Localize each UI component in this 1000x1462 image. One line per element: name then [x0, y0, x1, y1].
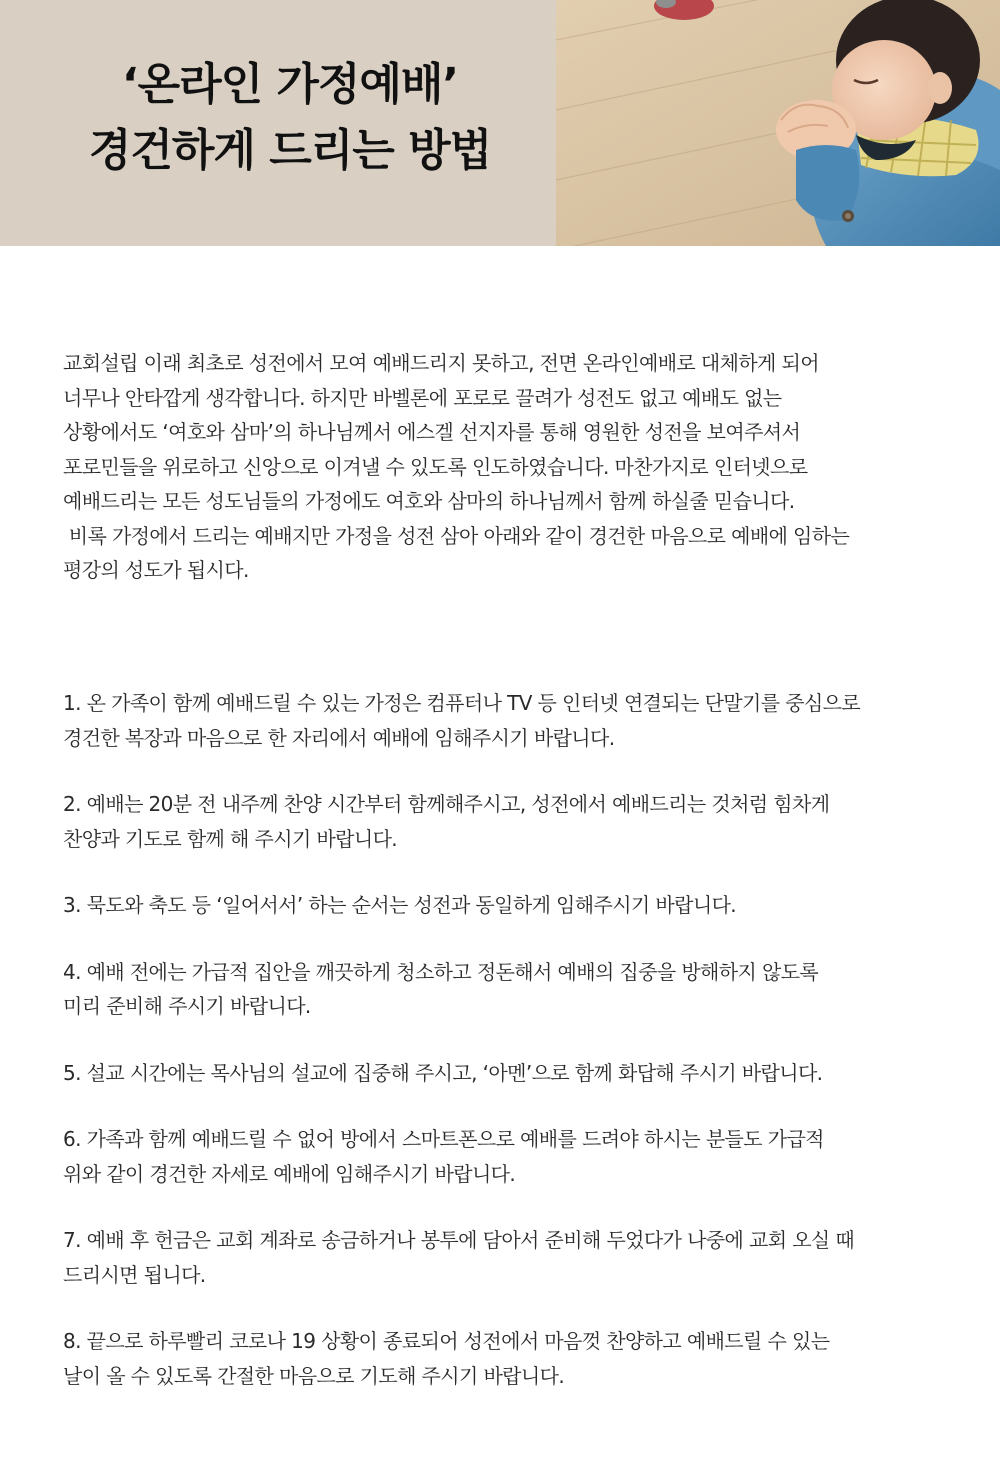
praying-child-photo [556, 0, 1000, 246]
guideline-line: 2. 예배는 20분 전 내주께 찬양 시간부터 함께해주시고, 성전에서 예배드리는 것처럼 힘차게 [63, 792, 830, 816]
guideline-line: 7. 예배 후 헌금은 교회 계좌로 송금하거나 봉투에 담아서 준비해 두었다가 나중에 교회 오실 때 [63, 1228, 855, 1252]
intro-line: 상황에서도 ‘여호와 삼마’의 하나님께서 에스겔 선지자를 통해 영원한 성전을 보여주셔서 [63, 420, 801, 444]
page-title-line-2: 경건하게 드리는 방법 [88, 125, 492, 176]
guideline-line: 8. 끝으로 하루빨리 코로나 19 상황이 종료되어 성전에서 마음껏 찬양하고 예배드릴 수 있는 [63, 1329, 830, 1353]
guideline-item-7 [63, 1223, 953, 1292]
intro-line: 포로민들을 위로하고 신앙으로 이겨낼 수 있도록 인도하였습니다. 마찬가지로 인터넷으로 [63, 454, 808, 479]
guideline-item-3 [63, 888, 953, 923]
intro-line: 비록 가정에서 드리는 예배지만 가정을 성전 삼아 아래와 같이 경건한 마음으로 예배에 임하는 [63, 523, 850, 548]
guideline-item-2 [63, 787, 953, 856]
guideline-line: 1. 온 가족이 함께 예배드릴 수 있는 가정은 컴퓨터나 TV 등 인터넷 연결되는 단말기를 중심으로 [63, 691, 861, 715]
guideline-line: 6. 가족과 함께 예배드릴 수 없어 방에서 스마트폰으로 예배를 드려야 하시는 분들도 가급적 [63, 1127, 824, 1151]
guideline-line: 5. 설교 시간에는 목사님의 설교에 집중해 주시고, ‘아멘’으로 함께 화답해 주시기 바랍니다. [63, 1060, 823, 1085]
guideline-item-6 [63, 1122, 953, 1191]
guideline-line: 드리시면 됩니다. [63, 1262, 206, 1287]
intro-line: 교회설립 이래 최초로 성전에서 모여 예배드리지 못하고, 전면 온라인예배로 대체하게 되어 [63, 351, 819, 375]
header-banner [0, 0, 1000, 246]
guideline-item-1 [63, 686, 953, 755]
intro-line: 평강의 성도가 됩시다. [63, 558, 249, 582]
guideline-item-8 [63, 1324, 953, 1393]
intro-line: 예배드리는 모든 성도님들의 가정에도 여호와 삼마의 하나님께서 함께 하실줄 믿습니다. [63, 489, 795, 513]
guideline-item-5 [63, 1056, 953, 1091]
guideline-list [63, 686, 953, 1425]
guideline-line: 날이 올 수 있도록 간절한 마음으로 기도해 주시기 바랍니다. [63, 1363, 565, 1388]
guideline-line: 경건한 복장과 마음으로 한 자리에서 예배에 임해주시기 바랍니다. [63, 725, 615, 750]
guideline-line: 찬양과 기도로 함께 해 주시기 바랍니다. [63, 826, 398, 851]
page-title [0, 52, 580, 184]
page-title-line-1: ‘온라인 가정예배’ [121, 59, 459, 110]
guideline-item-4 [63, 955, 953, 1024]
guideline-line: 위와 같이 경건한 자세로 예배에 임해주시기 바랍니다. [63, 1161, 516, 1186]
intro-paragraph [63, 346, 943, 588]
guideline-line: 미리 준비해 주시기 바랍니다. [63, 994, 311, 1018]
guideline-line: 3. 묵도와 축도 등 ‘일어서서’ 하는 순서는 성전과 동일하게 임해주시기 바랍니다. [63, 893, 737, 917]
guideline-line: 4. 예배 전에는 가급적 집안을 깨끗하게 청소하고 정돈해서 예배의 집중을 방해하지 않도록 [63, 959, 819, 984]
intro-line: 너무나 안타깝게 생각합니다. 하지만 바벨론에 포로로 끌려가 성전도 없고 예배도 없는 [63, 385, 782, 410]
